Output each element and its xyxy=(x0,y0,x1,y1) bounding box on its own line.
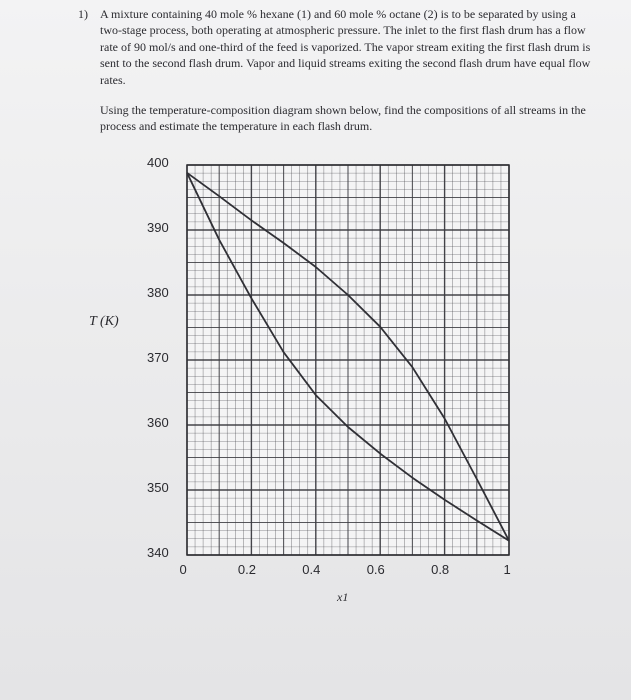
x-tick-label: 1 xyxy=(503,562,511,577)
y-tick-label: 400 xyxy=(147,155,169,170)
y-tick-label: 390 xyxy=(147,220,169,235)
x-axis-label: x1 xyxy=(337,590,349,604)
problem-number: 1) xyxy=(78,7,88,21)
y-tick-label: 360 xyxy=(147,415,169,430)
y-axis-label: T (K) xyxy=(89,314,119,329)
problem-paragraph-1: A mixture containing 40 mole % hexane (1) and 60 mole % octane (2) is to be separated by using a two-stage process, both operating at atmospheric pressure. The inlet to the first flash drum has a flow rate of 90 mol/s and one-third of the feed is vaporized. The vapor stream exiting the first flash drum is sent to the second flash drum. Vapor and liquid streams exiting the second flash drum have equal flow rates. xyxy=(100,7,591,87)
chart-grid xyxy=(187,165,509,555)
y-tick-label: 350 xyxy=(147,480,169,495)
x-tick-label: 0 xyxy=(179,562,187,577)
x-tick-label: 0.4 xyxy=(302,562,321,577)
y-tick-label: 380 xyxy=(147,285,169,300)
y-tick-label: 370 xyxy=(147,350,169,365)
x-tick-label: 0.2 xyxy=(237,562,256,577)
x-tick-label: 0.6 xyxy=(366,562,385,577)
x-tick-label: 0.8 xyxy=(431,562,450,577)
problem-paragraph-2: Using the temperature-composition diagram shown below, find the compositions of all streams in the process and estimate the temperature in each flash drum. xyxy=(100,103,586,134)
y-tick-label: 340 xyxy=(147,545,169,560)
